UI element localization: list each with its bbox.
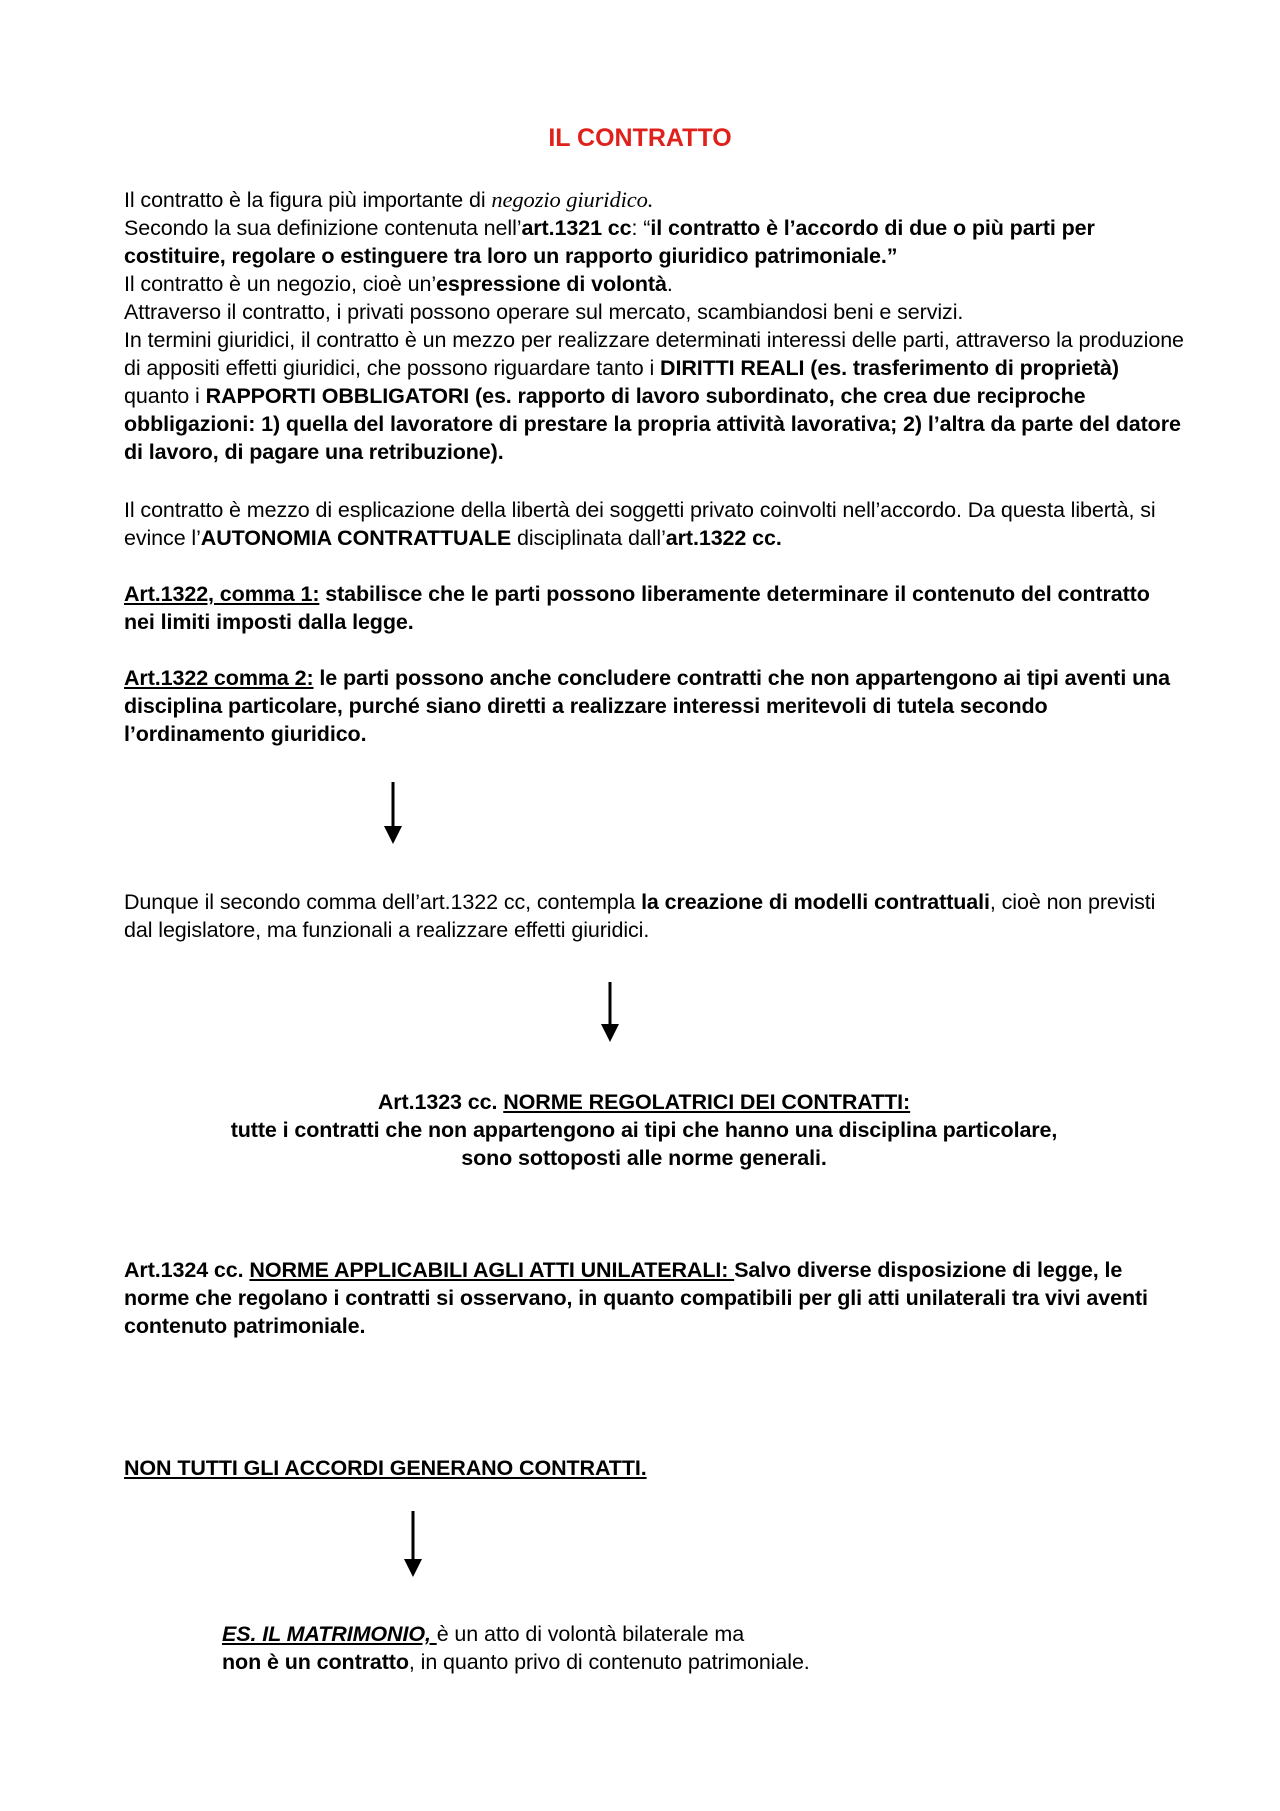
down-arrow-icon xyxy=(401,1511,425,1577)
autonomy-term: AUTONOMIA CONTRATTUALE xyxy=(200,526,512,550)
dunque-text: Dunque il secondo comma dell’art.1322 cc, contempla xyxy=(124,890,642,914)
intro-line5: In termini giuridici, il contratto è un mezzo per realizzare determinati interessi delle parti, attraverso la produzione di appositi effetti giuridici, che possono riguardare tanto i xyxy=(124,328,1184,380)
intro-rapporti-obbligatori: RAPPORTI OBBLIGATORI (es. rapporto di lavoro subordinato, che crea due reciproche obbligazioni: 1) quella del lavoratore di prestare la propria attività lavorativa; 2) l’altra da parte del datore di lavoro, di pagare una retribuzione). xyxy=(124,384,1181,464)
intro-quanto: quanto i xyxy=(124,384,206,408)
intro-volonta: espressione di volontà xyxy=(436,272,667,296)
art1323-block xyxy=(124,1088,1164,1172)
art1323-label: Art.1323 cc. xyxy=(377,1090,504,1114)
non-tutti-heading: NON TUTTI GLI ACCORDI GENERANO CONTRATTI. xyxy=(124,1456,647,1480)
example-paragraph xyxy=(222,1620,1122,1676)
intro-definition: il contratto è l’accordo di due o più parti per costituire, regolare o estinguere tra loro un rapporto giuridico patrimoniale.” xyxy=(124,216,1095,268)
autonomy-text: Il contratto è mezzo di esplicazione della libertà dei soggetti privato coinvolti nell’accordo. Da questa libertà, si evince l’ xyxy=(124,498,1156,550)
intro-paragraph xyxy=(124,186,1184,466)
intro-line3-end: . xyxy=(666,272,673,296)
comma2-label: Art.1322 comma 2: xyxy=(124,666,314,690)
art1323-heading: NORME REGOLATRICI DEI CONTRATTI: xyxy=(503,1090,911,1114)
art1324-label: Art.1324 cc. xyxy=(124,1258,250,1282)
comma1-paragraph xyxy=(124,580,1184,636)
autonomy-art1322: art.1322 cc. xyxy=(665,526,782,550)
autonomy-paragraph xyxy=(124,496,1184,552)
page-title: IL CONTRATTO xyxy=(548,124,732,152)
intro-colon: : “ xyxy=(631,216,651,240)
comma2-paragraph xyxy=(124,664,1184,748)
example-text-2: , in quanto privo di contenuto patrimoniale. xyxy=(408,1650,810,1674)
intro-line2: Secondo la sua definizione contenuta nell’ xyxy=(124,216,522,240)
intro-line1: Il contratto è la figura più importante di xyxy=(124,188,492,212)
dunque-bold: la creazione di modelli contrattuali xyxy=(641,890,990,914)
example-bold: non è un contratto xyxy=(222,1650,409,1674)
intro-diritti-reali: DIRITTI REALI (es. trasferimento di proprietà) xyxy=(660,356,1119,380)
art1324-paragraph xyxy=(124,1256,1184,1340)
example-label: ES. IL MATRIMONIO, xyxy=(222,1622,437,1646)
intro-line4: Attraverso il contratto, i privati possono operare sul mercato, scambiandosi beni e servizi. xyxy=(124,300,964,324)
art1324-heading: NORME APPLICABILI AGLI ATTI UNILATERALI: xyxy=(249,1258,735,1282)
intro-art1321: art.1321 cc xyxy=(521,216,632,240)
autonomy-text-2: disciplinata dall’ xyxy=(511,526,666,550)
dunque-paragraph xyxy=(124,888,1184,944)
art1323-line2: tutte i contratti che non appartengono ai tipi che hanno una disciplina particolare, xyxy=(230,1118,1058,1142)
dunque-text-2: , cioè non previsti dal legislatore, ma funzionali a realizzare effetti giuridici. xyxy=(124,890,1156,942)
down-arrow-icon xyxy=(381,782,405,844)
down-arrow-icon xyxy=(598,982,622,1042)
comma1-label: Art.1322, comma 1: xyxy=(124,582,320,606)
art1323-line3: sono sottoposti alle norme generali. xyxy=(461,1146,827,1170)
intro-line1-italic: negozio giuridico. xyxy=(491,187,654,212)
intro-line3: Il contratto è un negozio, cioè un’ xyxy=(124,272,437,296)
comma1-text: stabilisce che le parti possono liberamente determinare il contenuto del contratto nei limiti imposti dalla legge. xyxy=(124,582,1150,634)
example-text: è un atto di volontà bilaterale ma xyxy=(436,1622,745,1646)
comma2-text: le parti possono anche concludere contratti che non appartengono ai tipi aventi una disciplina particolare, purché siano diretti a realizzare interessi meritevoli di tutela secondo l’ordinamento giuridico. xyxy=(124,666,1171,746)
art1324-text: Salvo diverse disposizione di legge, le norme che regolano i contratti si osservano, in quanto compatibili per gli atti unilaterali tra vivi aventi contenuto patrimoniale. xyxy=(124,1258,1148,1338)
